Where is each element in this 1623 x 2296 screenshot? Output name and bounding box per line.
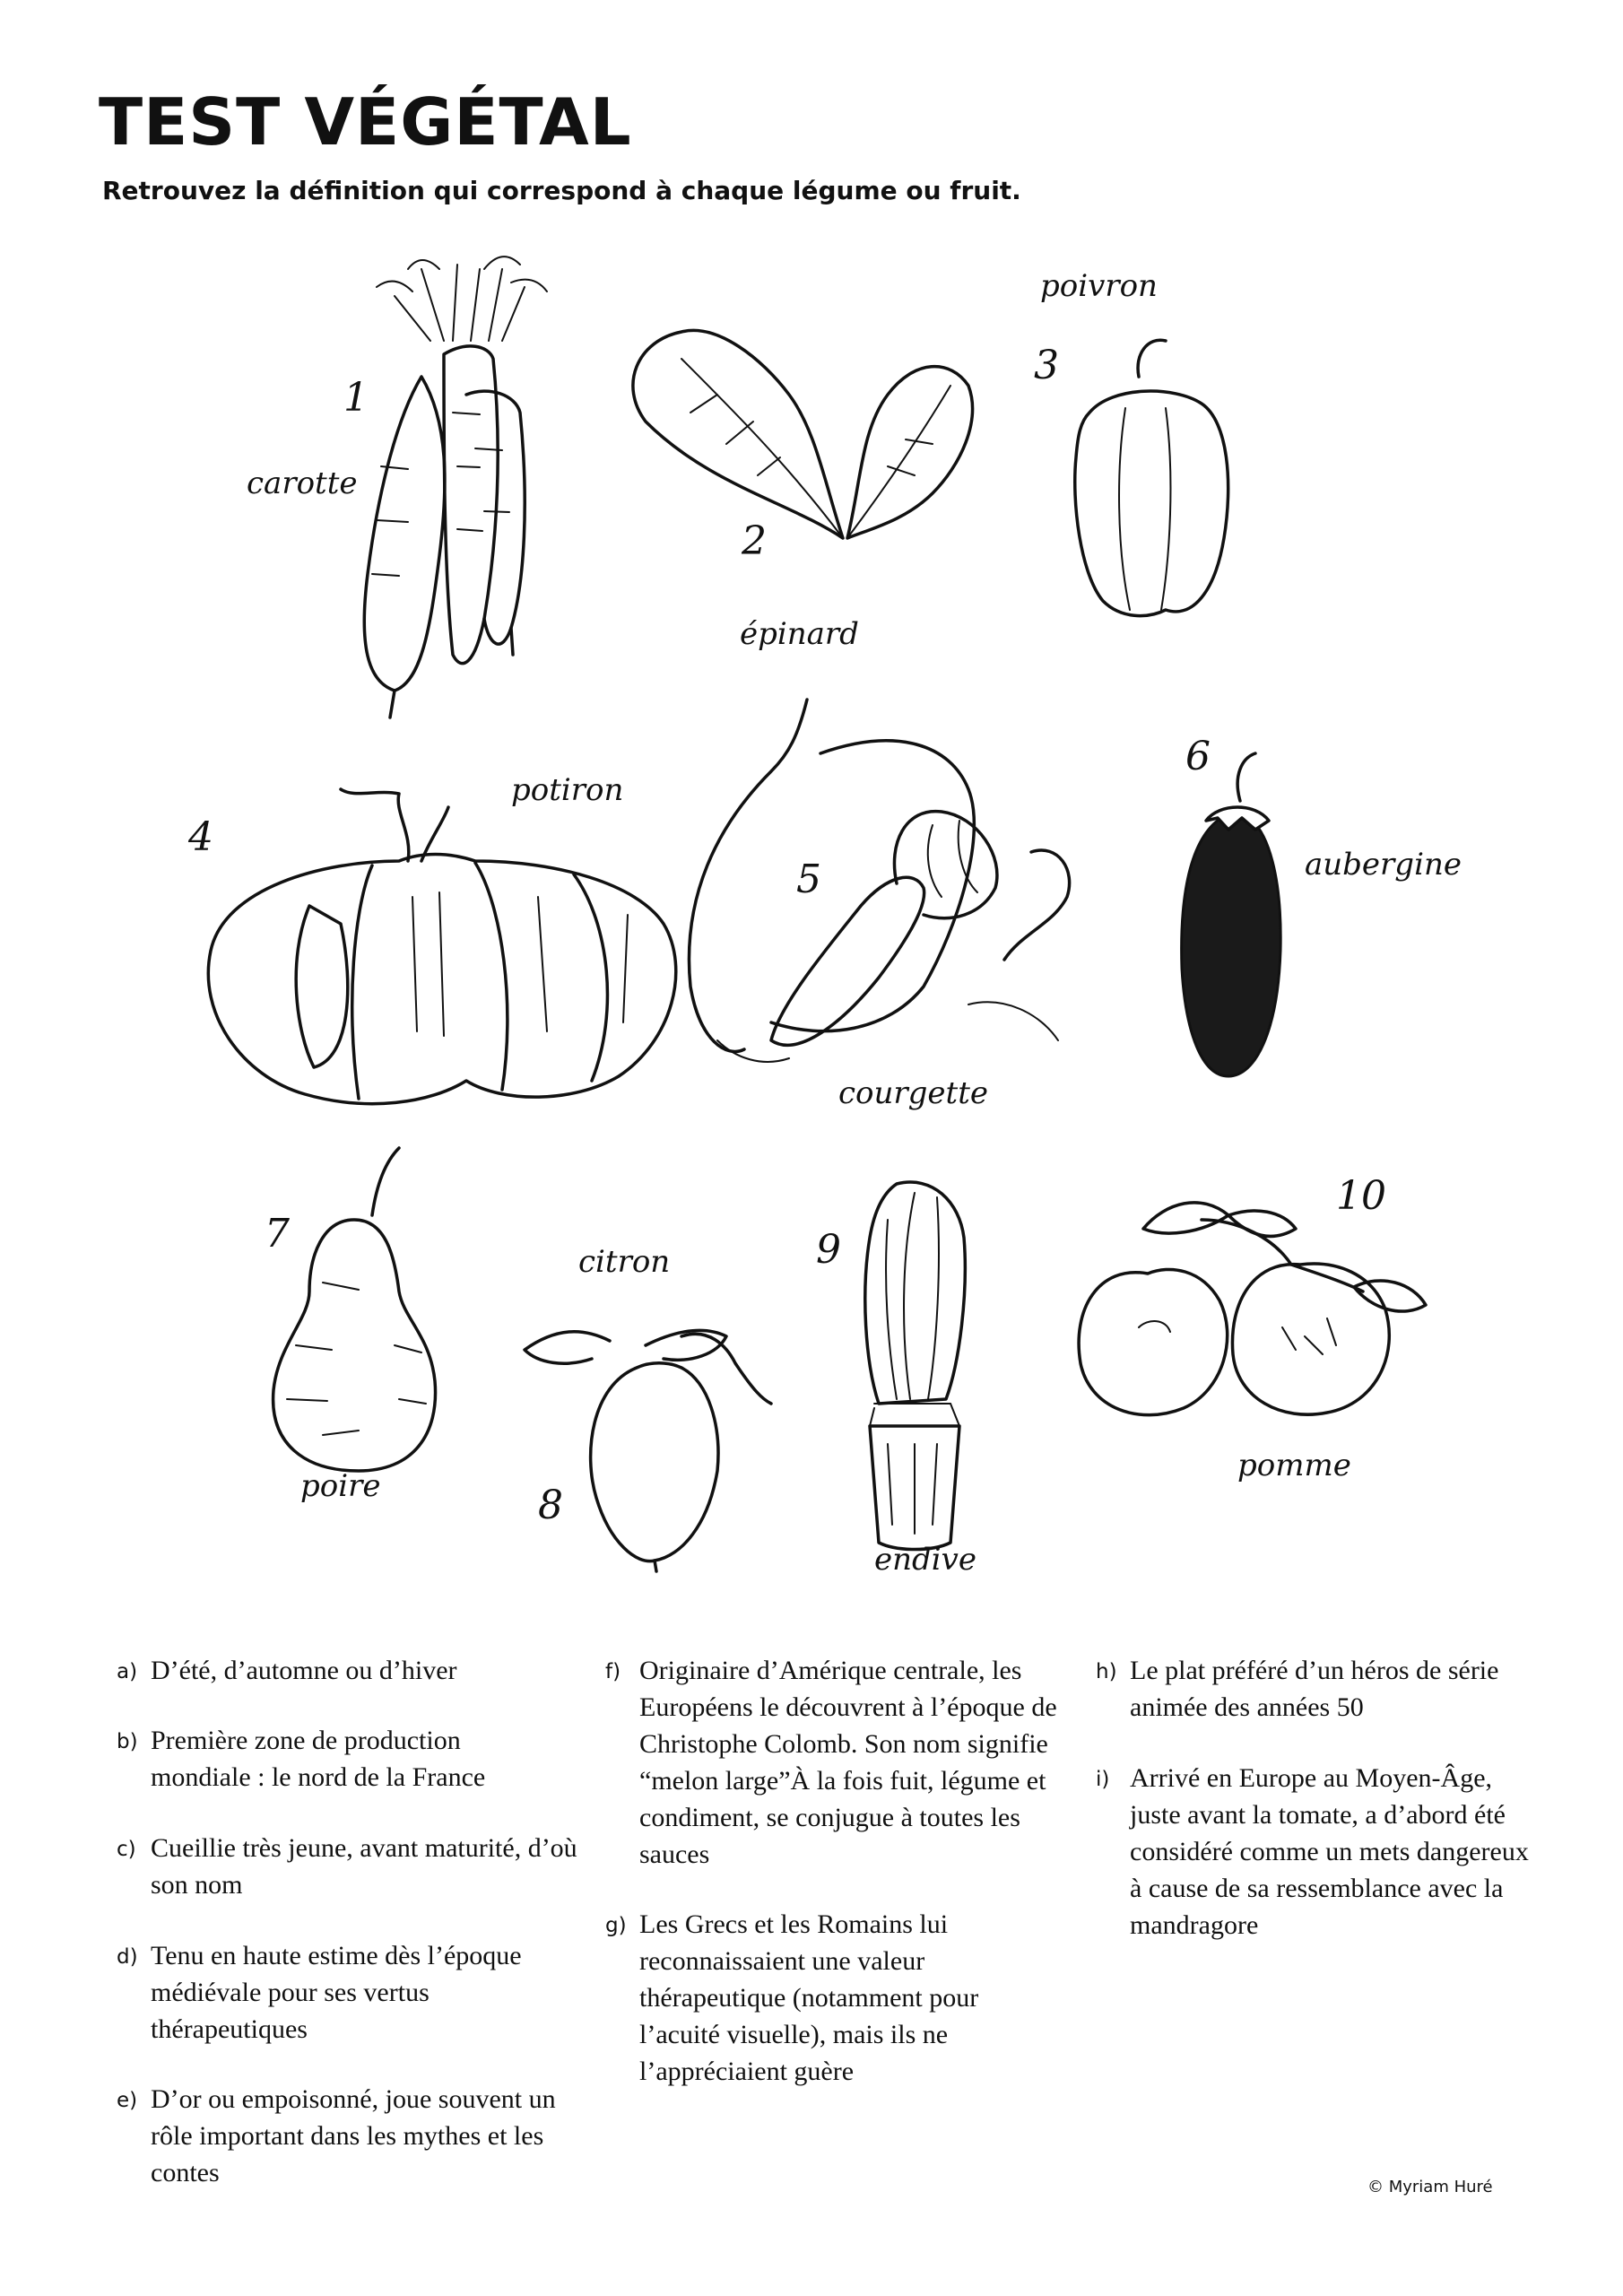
- definition-letter: e): [117, 2089, 138, 2112]
- number-10: 10: [1336, 1173, 1386, 1219]
- definition-letter: f): [605, 1660, 621, 1683]
- page-title: TEST VÉGÉTAL: [99, 84, 632, 160]
- definition-letter: g): [605, 1914, 627, 1937]
- number-7: 7: [265, 1211, 290, 1257]
- definition-letter: i): [1096, 1768, 1110, 1791]
- definition-letter: a): [117, 1660, 138, 1683]
- label-poire: poire: [300, 1468, 381, 1504]
- definition-text: Première zone de production mondiale : le nord de la France: [151, 1726, 486, 1792]
- number-2: 2: [742, 518, 767, 564]
- label-endive: endive: [874, 1542, 976, 1578]
- number-3: 3: [1034, 343, 1059, 388]
- number-4: 4: [188, 814, 213, 860]
- number-5: 5: [796, 857, 821, 902]
- definition-letter: c): [117, 1838, 136, 1861]
- definition-text: Cueillie très jeune, avant maturité, d’où son nom: [151, 1833, 577, 1900]
- illustration-poire: [273, 1148, 436, 1471]
- definition-letter: h): [1096, 1660, 1117, 1683]
- illustration-carotte: [364, 257, 547, 718]
- illustration-courgette: [689, 700, 1069, 1062]
- number-8: 8: [538, 1483, 563, 1528]
- illustration-epinard: [633, 330, 973, 538]
- label-aubergine: aubergine: [1305, 847, 1462, 883]
- page-subtitle: Retrouvez la définition qui correspond à chaque légume ou fruit.: [102, 176, 1021, 205]
- illustration-endive: [865, 1182, 966, 1549]
- illustration-potiron: [208, 789, 675, 1104]
- label-pomme: pomme: [1237, 1448, 1351, 1483]
- definition-text: Originaire d’Amérique centrale, les Européens le découvrent à l’époque de Christophe Colomb. Son nom signifie “melon large”À la fois fuit, légume et condiment, se conjugue à toutes les sauces: [639, 1656, 1057, 1869]
- label-potiron: potiron: [511, 772, 624, 808]
- illustration-aubergine: [1182, 753, 1281, 1076]
- definition-letter: b): [117, 1730, 138, 1753]
- label-citron: citron: [578, 1244, 671, 1280]
- definition-text: Les Grecs et les Romains lui reconnaissaient une valeur thérapeutique (notamment pour l’acuité visuelle), mais ils ne l’appréciaient guère: [639, 1909, 979, 2086]
- definition-text: Tenu en haute estime dès l’époque médiévale pour ses vertus thérapeutiques: [151, 1941, 522, 2044]
- illustration-citron: [525, 1330, 771, 1571]
- definition-text: D’or ou empoisonné, joue souvent un rôle important dans les mythes et les contes: [151, 2084, 556, 2187]
- label-courgette: courgette: [838, 1075, 988, 1111]
- label-carotte: carotte: [247, 465, 358, 501]
- number-1: 1: [343, 375, 369, 421]
- illustration-pomme: [1079, 1203, 1426, 1415]
- definition-text: D’été, d’automne ou d’hiver: [151, 1656, 457, 1685]
- number-6: 6: [1185, 734, 1211, 779]
- illustration-poivron: [1075, 340, 1228, 615]
- label-epinard: épinard: [740, 616, 859, 652]
- number-9: 9: [816, 1227, 841, 1273]
- definition-text: Arrivé en Europe au Moyen-Âge, juste avant la tomate, a d’abord été considéré comme un mets dangereux à cause de sa ressemblance avec la mandragore: [1130, 1763, 1529, 1940]
- copyright-credit: © Myriam Huré: [1367, 2178, 1493, 2196]
- definition-letter: d): [117, 1945, 138, 1969]
- definition-text: Le plat préféré d’un héros de série animée des années 50: [1130, 1656, 1499, 1722]
- label-poivron: poivron: [1040, 268, 1158, 304]
